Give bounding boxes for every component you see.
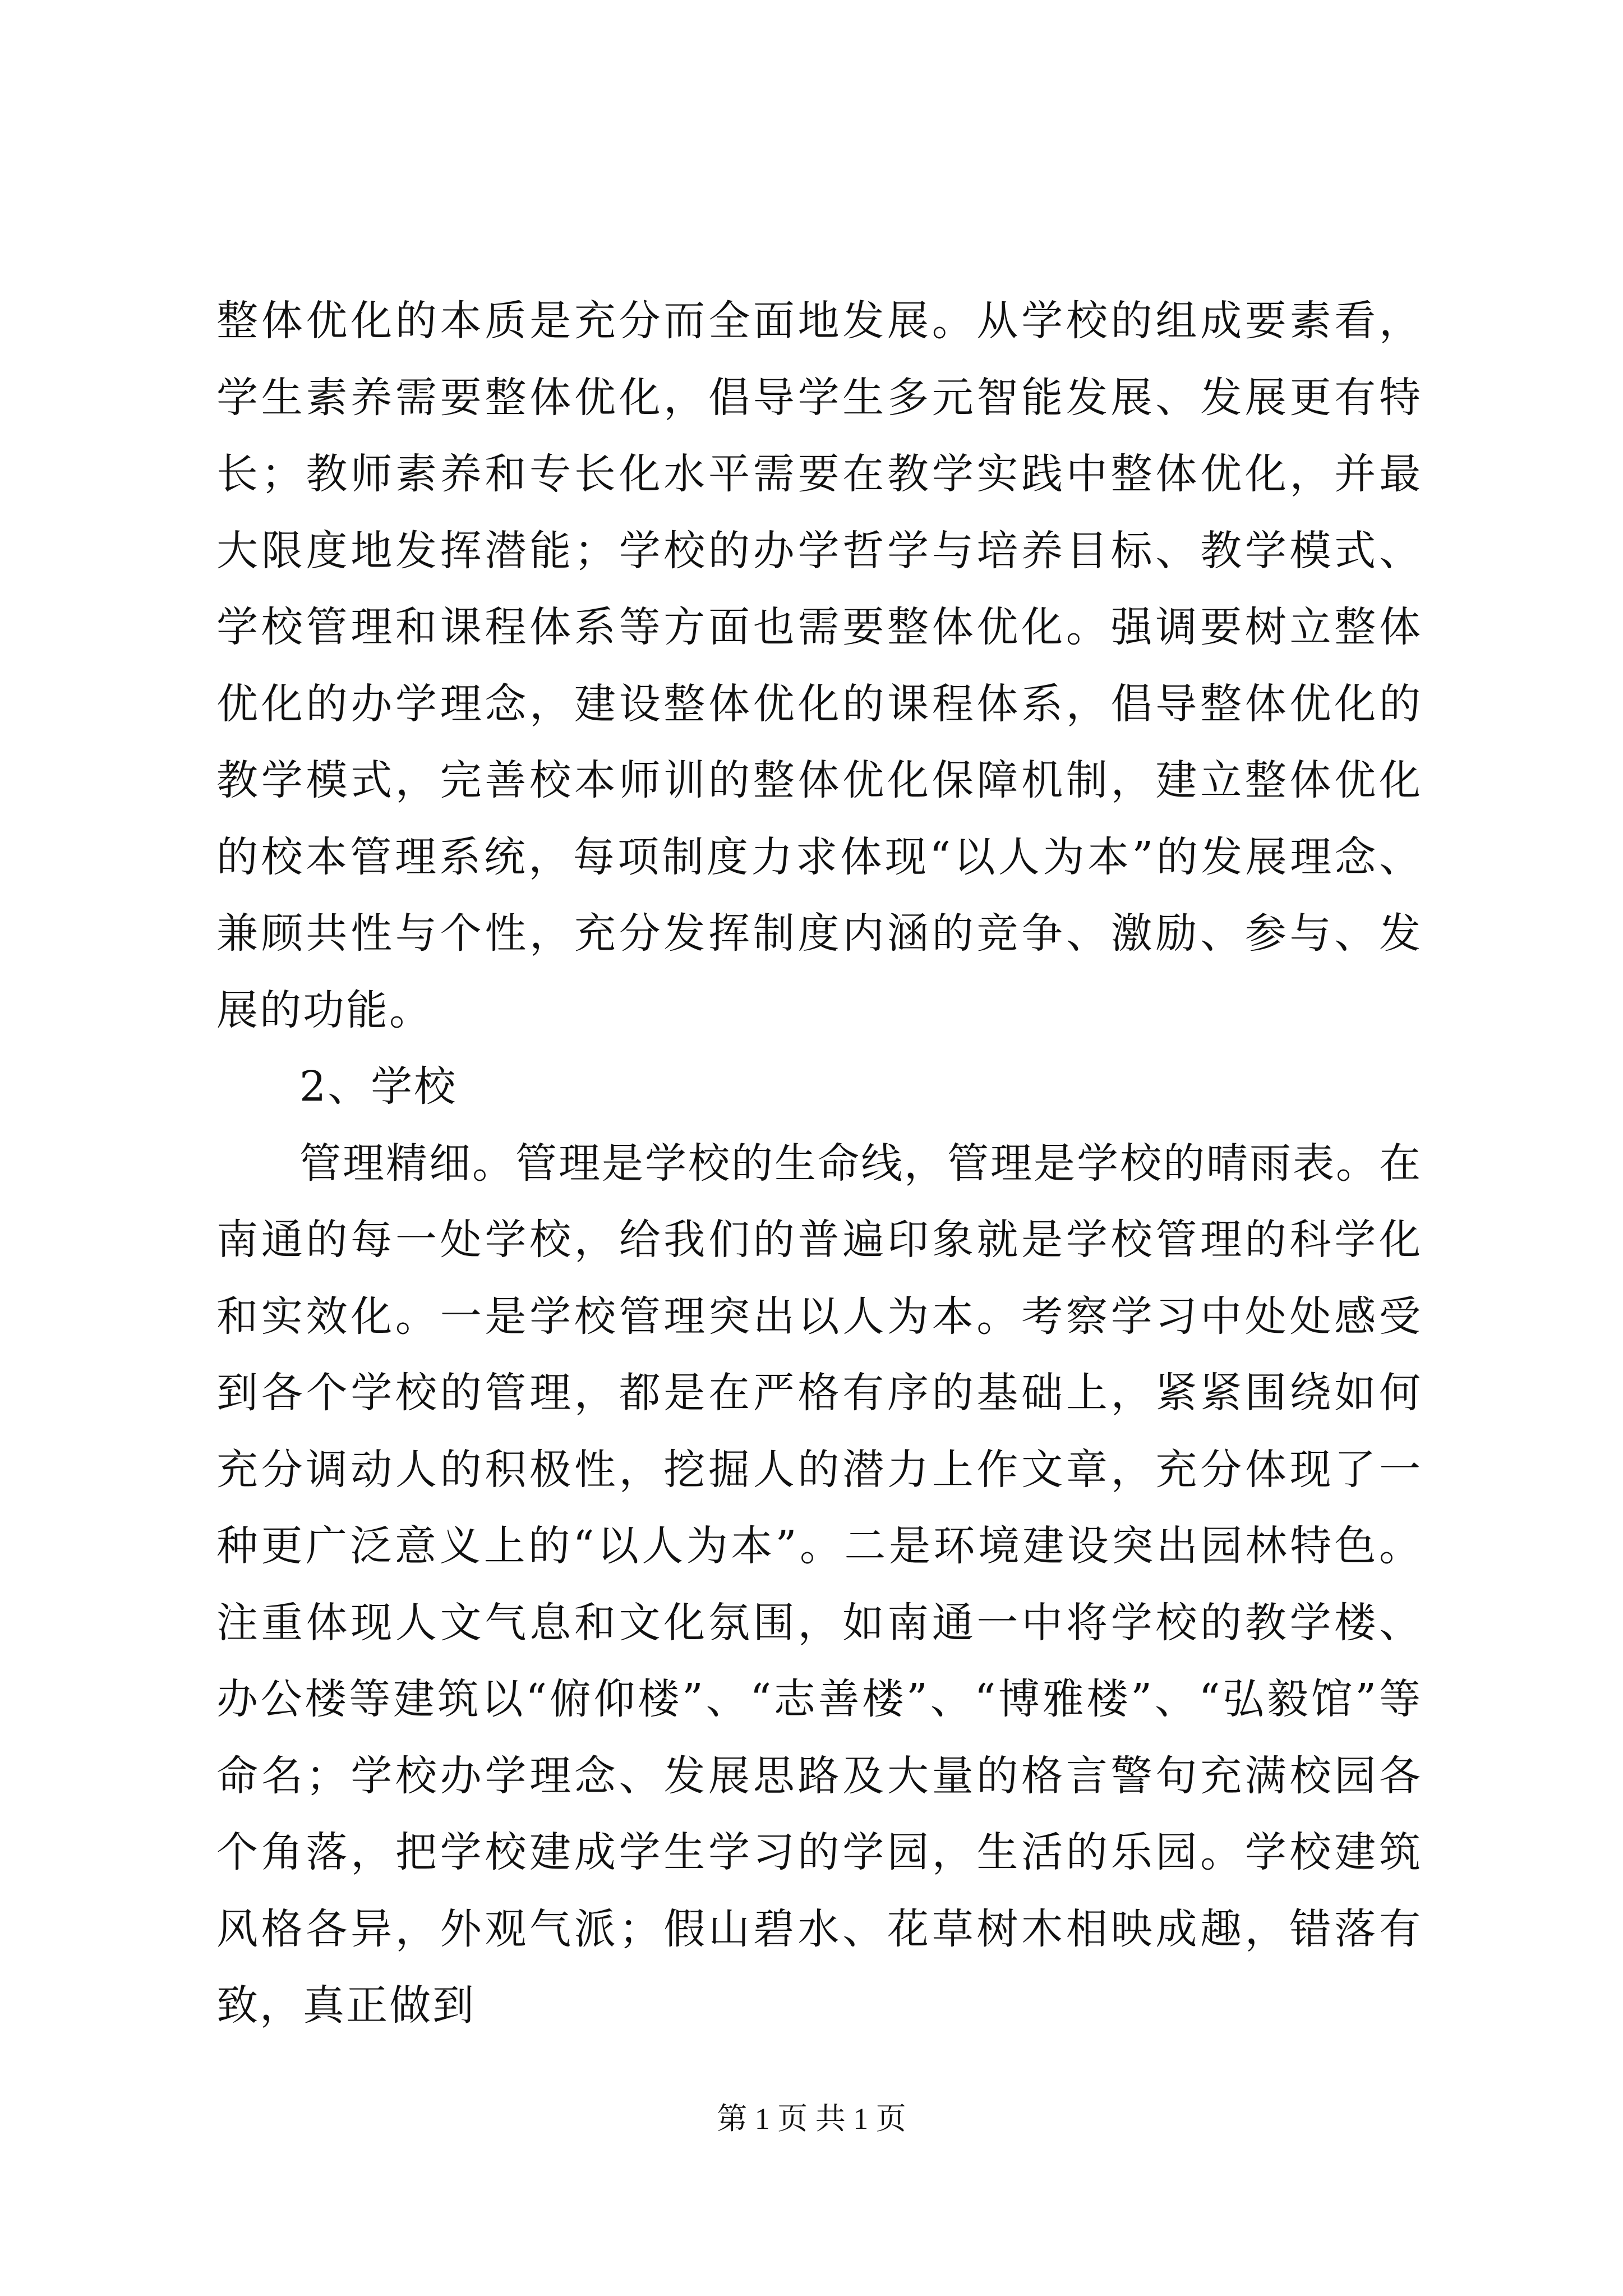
paragraph-fine-management: 管理精细。管理是学校的生命线，管理是学校的晴雨表。在南通的每一处学校，给我们的普遍印象就是学校管理的科学化和实效化。一是学校管理突出以人为本。考察学习中处处感受到各个学校的管理，都是在严格有序的基础上，紧紧围绕如何充分调动人的积极性，挖掘人的潜力上作文章，充分体现了一种更广泛意义上的“以人为本”。二是环境建设突出园林特色。注重体现人文气息和文化氛围，如南通一中将学校的教学楼、办公楼等建筑以“俯仰楼”、“志善楼”、“博雅楼”、“弘毅馆”等命名；学校办学理念、发展思路及大量的格言警句充满校园各个角落，把学校建成学生学习的学园，生活的乐园。学校建筑风格各异，外观气派；假山碧水、花草树木相映成趣，错落有致，真正做到 bbox=[216, 1139, 1422, 2030]
document-body bbox=[216, 283, 1422, 2044]
section-heading-school: 2、学校 bbox=[299, 1062, 458, 1111]
page-footer: 第 1 页 共 1 页 bbox=[717, 2102, 906, 2136]
paragraph-overall-optimization: 整体优化的本质是充分而全面地发展。从学校的组成要素看，学生素养需要整体优化，倡导学生多元智能发展、发展更有特长；教师素养和专长化水平需要在教学实践中整体优化，并最大限度地发挥潜能；学校的办学哲学与培养目标、教学模式、学校管理和课程体系等方面也需要整体优化。强调要树立整体优化的办学理念，建设整体优化的课程体系，倡导整体优化的教学模式，完善校本师训的整体优化保障机制，建立整体优化的校本管理系统，每项制度力求体现“以人为本”的发展理念、兼顾共性与个性，充分发挥制度内涵的竞争、激励、参与、发展的功能。 bbox=[216, 297, 1422, 1034]
